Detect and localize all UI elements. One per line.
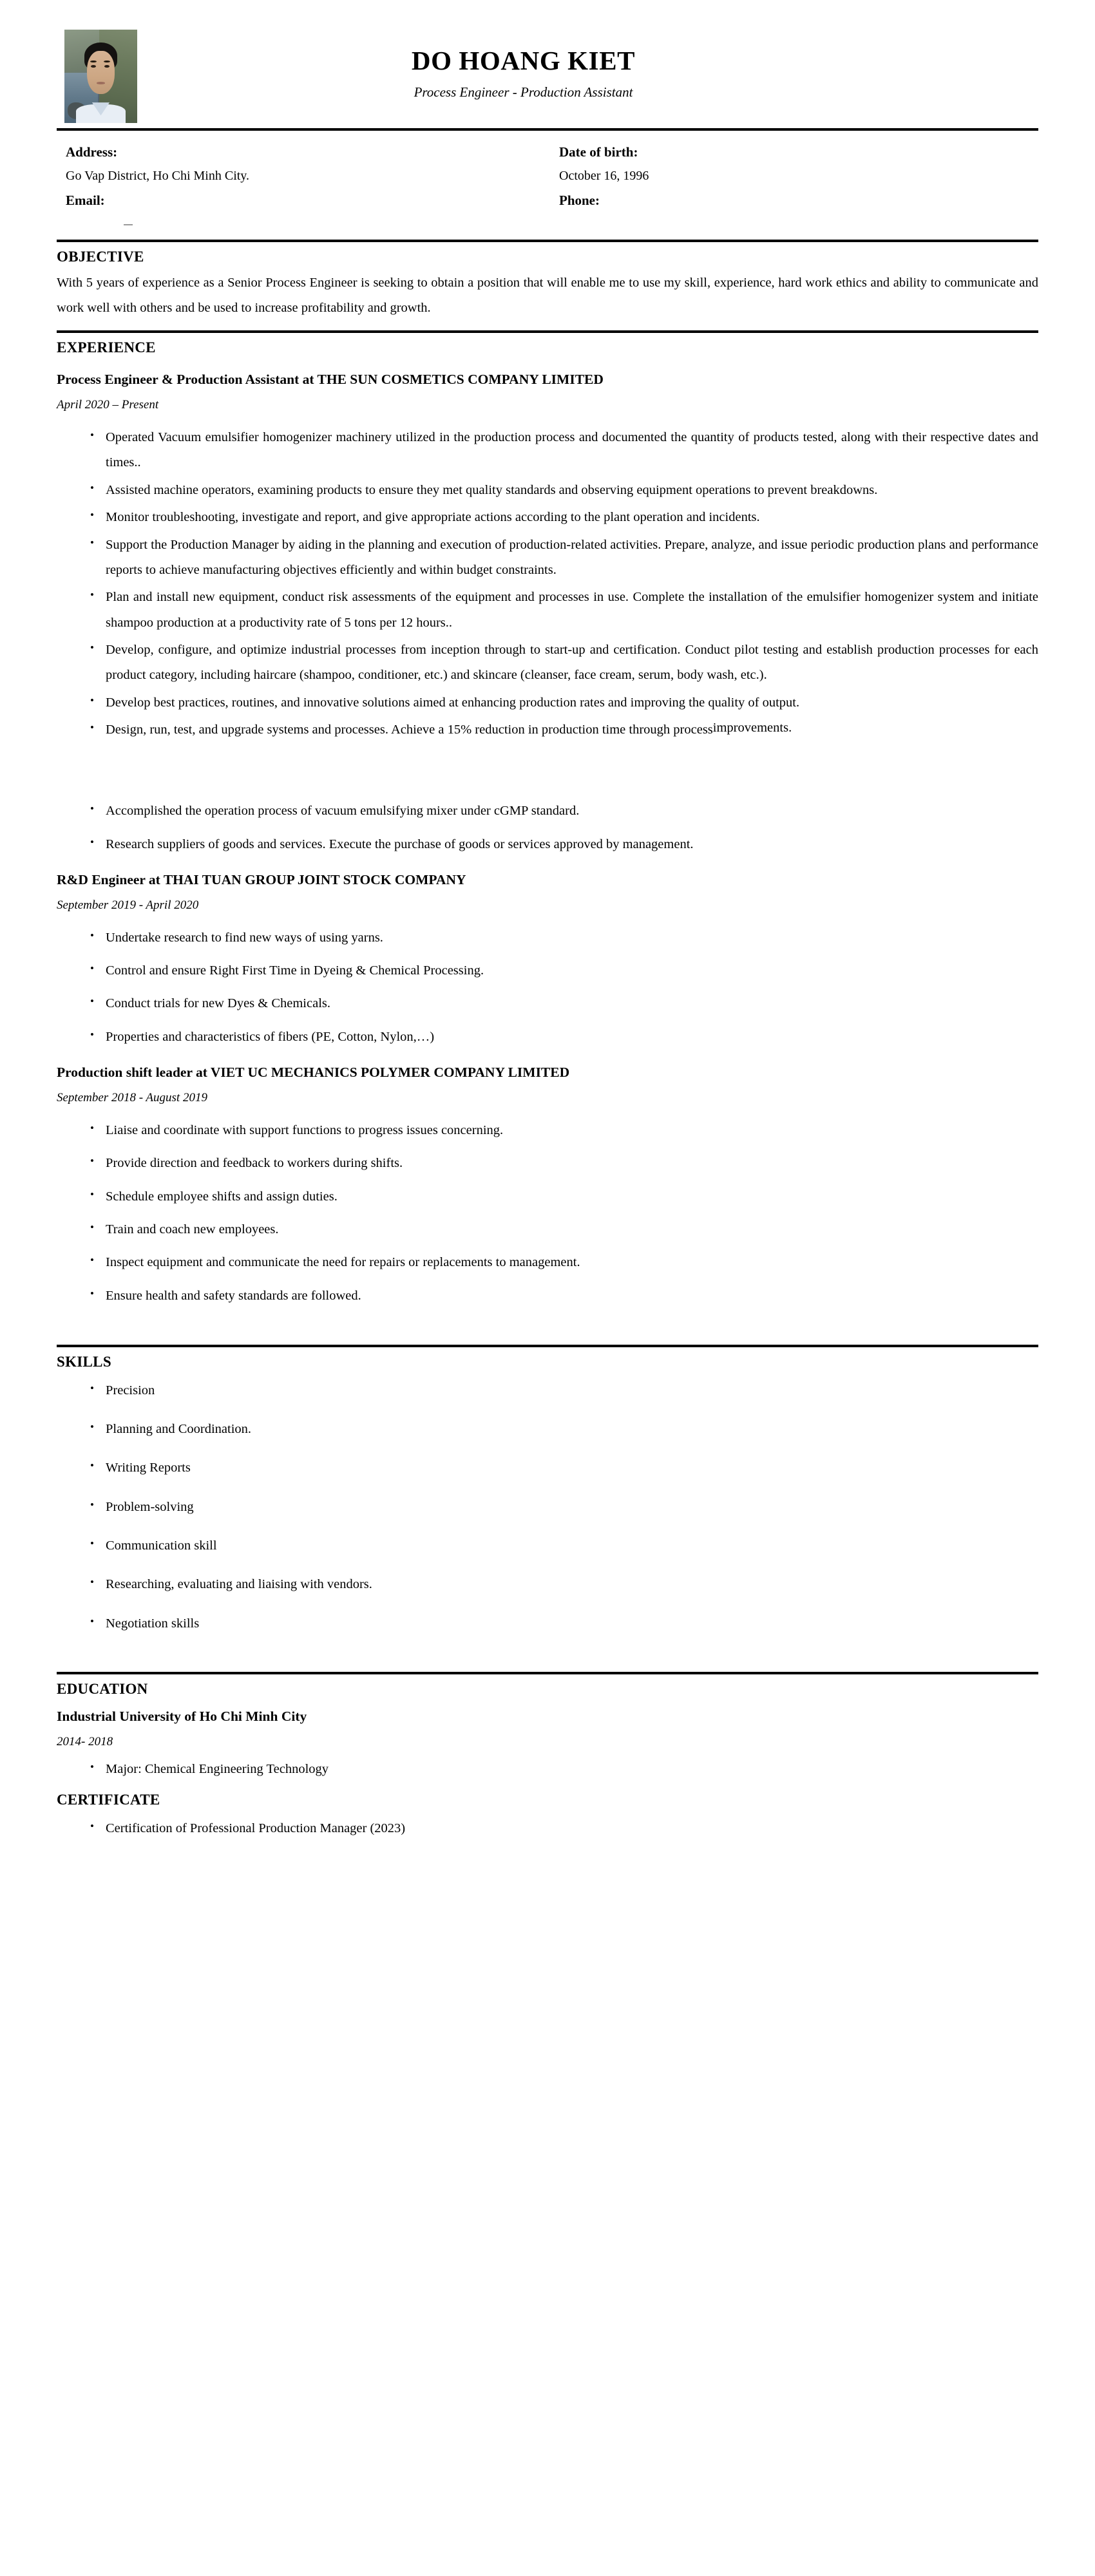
job-dates: September 2019 - April 2020 [57, 898, 199, 913]
divider-above-education [57, 1672, 1038, 1674]
portrait-photo [64, 30, 137, 123]
list-item [57, 717, 1038, 743]
list-item: • Accomplished the operation process of vacuum emulsifying mixer under cGMP standard. [57, 799, 1038, 824]
objective-heading: OBJECTIVE [57, 249, 144, 265]
header-text-block [137, 24, 1038, 100]
list-item: • Major: Chemical Engineering Technology [57, 1757, 1038, 1782]
header-tagline: Process Engineer - Production Assistant [414, 84, 633, 100]
photo-face [87, 51, 115, 94]
experience-job [57, 871, 1038, 1050]
education-school: Industrial University of Ho Chi Minh City [57, 1708, 307, 1724]
gap-before-skills [57, 1316, 1038, 1345]
list-item: • Ensure health and safety standards are followed. [57, 1283, 1038, 1309]
list-item: • Research suppliers of goods and services. Execute the purchase of goods or services approved by management. [57, 832, 1038, 857]
section-objective [57, 248, 1038, 321]
list-item: • Undertake research to find new ways of using yarns. [57, 925, 1038, 951]
job-title: Process Engineer & Production Assistant at THE SUN COSMETICS COMPANY LIMITED [57, 372, 604, 388]
job-bullet-list-continued [57, 799, 1038, 857]
list-item: • Develop best practices, routines, and innovative solutions aimed at enhancing production rates and improving the quality of output. [57, 690, 1038, 715]
list-item: • Researching, evaluating and liaising with vendors. [57, 1572, 1038, 1597]
job-bullet-list [57, 925, 1038, 1050]
section-education [57, 1680, 1038, 1782]
certificate-list [57, 1816, 1038, 1841]
photo-mouth [97, 82, 106, 84]
list-item: • Negotiation skills [57, 1611, 1038, 1636]
list-item: • Operated Vacuum emulsifier homogenizer machinery utilized in the production process and documented the quantity of products tested, along with their respective dates and times.. [57, 425, 1038, 476]
list-item: • Communication skill [57, 1533, 1038, 1558]
education-dates: 2014- 2018 [57, 1734, 113, 1748]
list-item: • Train and coach new employees. [57, 1217, 1038, 1242]
job-dates: September 2018 - August 2019 [57, 1091, 207, 1105]
dob-value: October 16, 1996 [559, 169, 649, 184]
experience-heading: EXPERIENCE [57, 339, 156, 355]
education-list [57, 1757, 1038, 1782]
contact-column-right [548, 140, 1038, 236]
list-item: • Schedule employee shifts and assign duties. [57, 1184, 1038, 1209]
list-item-text: Design, run, test, and upgrade systems and processes. Achieve a 15% reduction in production time through process [106, 723, 713, 737]
page-title: DO HOANG KIET [411, 46, 636, 75]
list-item: • Properties and characteristics of fibers (PE, Cotton, Nylon,…) [57, 1025, 1038, 1050]
list-item: • Inspect equipment and communicate the need for repairs or replacements to management. [57, 1250, 1038, 1275]
list-item: • Planning and Coordination. [57, 1417, 1038, 1442]
education-heading: EDUCATION [57, 1681, 148, 1698]
list-item: • Assisted machine operators, examining products to ensure they met quality standards and observing equipment operations to prevent breakdowns. [57, 478, 1038, 503]
job-title: Production shift leader at VIET UC MECHANICS POLYMER COMPANY LIMITED [57, 1065, 570, 1081]
job-bullet-list [57, 425, 1038, 743]
redaction-mark [124, 224, 133, 225]
list-item: • Monitor troubleshooting, investigate and report, and give appropriate actions according to the plant operation and incidents. [57, 505, 1038, 530]
gap-before-education [57, 1650, 1038, 1672]
email-value [66, 213, 548, 236]
list-item: • Writing Reports [57, 1455, 1038, 1481]
page-break-gap [57, 744, 1038, 792]
objective-text: With 5 years of experience as a Senior Process Engineer is seeking to obtain a position that will enable me to use my skill, experience, hard work ethics and ability to communicate and work well with others and be used to increase profitability and growth. [57, 275, 1038, 316]
contact-column-left [57, 140, 548, 236]
experience-job [57, 1064, 1038, 1309]
divider-above-skills [57, 1345, 1038, 1347]
address-value: Go Vap District, Ho Chi Minh City. [66, 169, 250, 184]
list-item: • Control and ensure Right First Time in Dyeing & Chemical Processing. [57, 958, 1038, 983]
section-experience [57, 339, 1038, 1309]
list-item: • Problem-solving [57, 1495, 1038, 1520]
list-item: • Conduct trials for new Dyes & Chemicals. [57, 991, 1038, 1016]
skills-list [57, 1378, 1038, 1637]
list-item: • Certification of Professional Production Manager (2023) [57, 1816, 1038, 1841]
list-item: • Develop, configure, and optimize industrial processes from inception through to start-up and certification. Conduct pilot testing and establish production processes for each product category, including haircare (shampoo, conditioner, etc.) and skincare (cleanser, face cream, serum, body wash, etc.). [57, 638, 1038, 688]
section-certificate [57, 1791, 1038, 1841]
phone-value [559, 213, 1038, 231]
list-item: • Precision [57, 1378, 1038, 1403]
list-item: • Provide direction and feedback to workers during shifts. [57, 1151, 1038, 1176]
list-item: • Support the Production Manager by aiding in the planning and execution of production-related activities. Prepare, analyze, and issue periodic production plans and performance reports to achieve manufacturing objectives efficiently and within budget constraints. [57, 533, 1038, 583]
divider-above-experience [57, 330, 1038, 333]
email-label: Email: [66, 192, 105, 208]
phone-label: Phone: [559, 192, 600, 208]
job-bullet-list [57, 1118, 1038, 1309]
divider-above-objective [57, 240, 1038, 242]
resume-header [57, 0, 1038, 128]
list-item: • Liaise and coordinate with support functions to progress issues concerning. [57, 1118, 1038, 1143]
skills-heading: SKILLS [57, 1353, 111, 1370]
address-label: Address: [66, 144, 118, 160]
section-skills [57, 1353, 1038, 1636]
certificate-heading: CERTIFICATE [57, 1791, 160, 1808]
contact-block [57, 131, 1038, 240]
dob-label: Date of birth: [559, 144, 638, 160]
job-dates: April 2020 – Present [57, 398, 159, 412]
list-item: • Plan and install new equipment, conduct risk assessments of the equipment and processes in use. Complete the installation of the emulsifier homogenizer system and initiate shampoo production at a productivity rate of 5 tons per 12 hours.. [57, 585, 1038, 636]
job-title: R&D Engineer at THAI TUAN GROUP JOINT STOCK COMPANY [57, 872, 466, 888]
experience-job [57, 371, 1038, 857]
